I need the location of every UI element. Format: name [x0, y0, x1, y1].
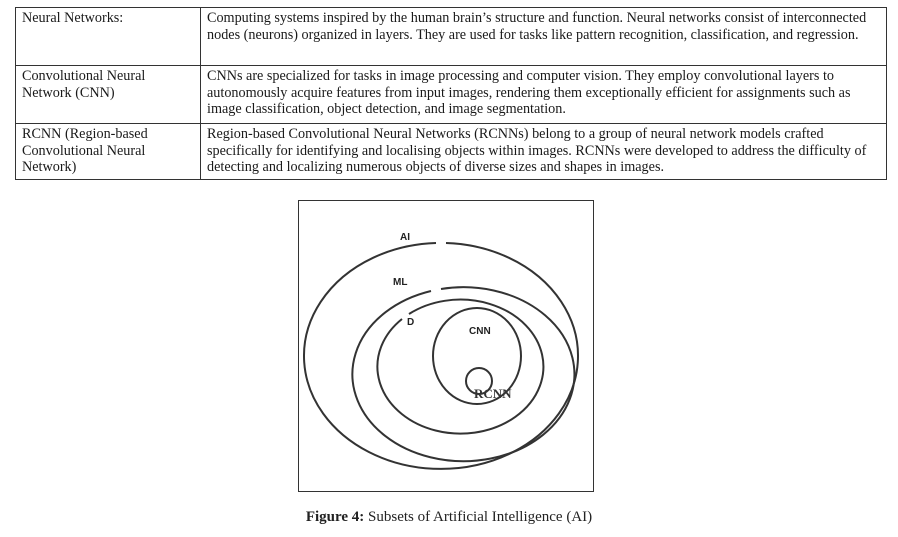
ai-circle: [304, 243, 578, 469]
ml-circle: [352, 287, 574, 461]
caption-text: Subsets of Artificial Intelligence (AI): [368, 509, 593, 525]
label-dl: D: [407, 317, 415, 328]
label-rcnn: RCNN: [474, 386, 512, 401]
table-row: [16, 66, 887, 124]
label-ml: ML: [393, 277, 408, 288]
definition-cell: CNNs are specialized for tasks in image processing and computer vision. They employ convolutional layers to autonomously acquire features from input images, rendering them exceptionally efficient for assignments such as image classification, object detection, and image segmentation.: [201, 66, 887, 124]
term-cell: Convolutional Neural Network (CNN): [16, 66, 201, 124]
definition-cell: Computing systems inspired by the human brain’s structure and function. Neural networks consist of interconnected nodes (neurons) organized in layers. They are used for tasks like pattern recognition, classification, and regression.: [201, 8, 887, 66]
caption-label: Figure 4:: [305, 509, 365, 525]
label-ai: AI: [400, 232, 410, 243]
term-cell: RCNN (Region-based Convolutional Neural Network): [16, 124, 201, 180]
table-row: [16, 124, 887, 180]
definitions-table: [15, 7, 887, 180]
label-cnn: CNN: [469, 326, 491, 337]
dl-circle: [377, 300, 543, 434]
term-cell: Neural Networks:: [16, 8, 201, 66]
nested-circles-diagram: [299, 201, 595, 493]
table-row: [16, 8, 887, 66]
figure-caption: [0, 509, 898, 526]
figure-ai-subsets: [298, 200, 594, 492]
definition-cell: Region-based Convolutional Neural Networks (RCNNs) belong to a group of neural network models crafted specifically for identifying and localising objects within images. RCNNs were developed to address the difficulty of detecting and localizing numerous objects of diverse sizes and shapes in images.: [201, 124, 887, 180]
